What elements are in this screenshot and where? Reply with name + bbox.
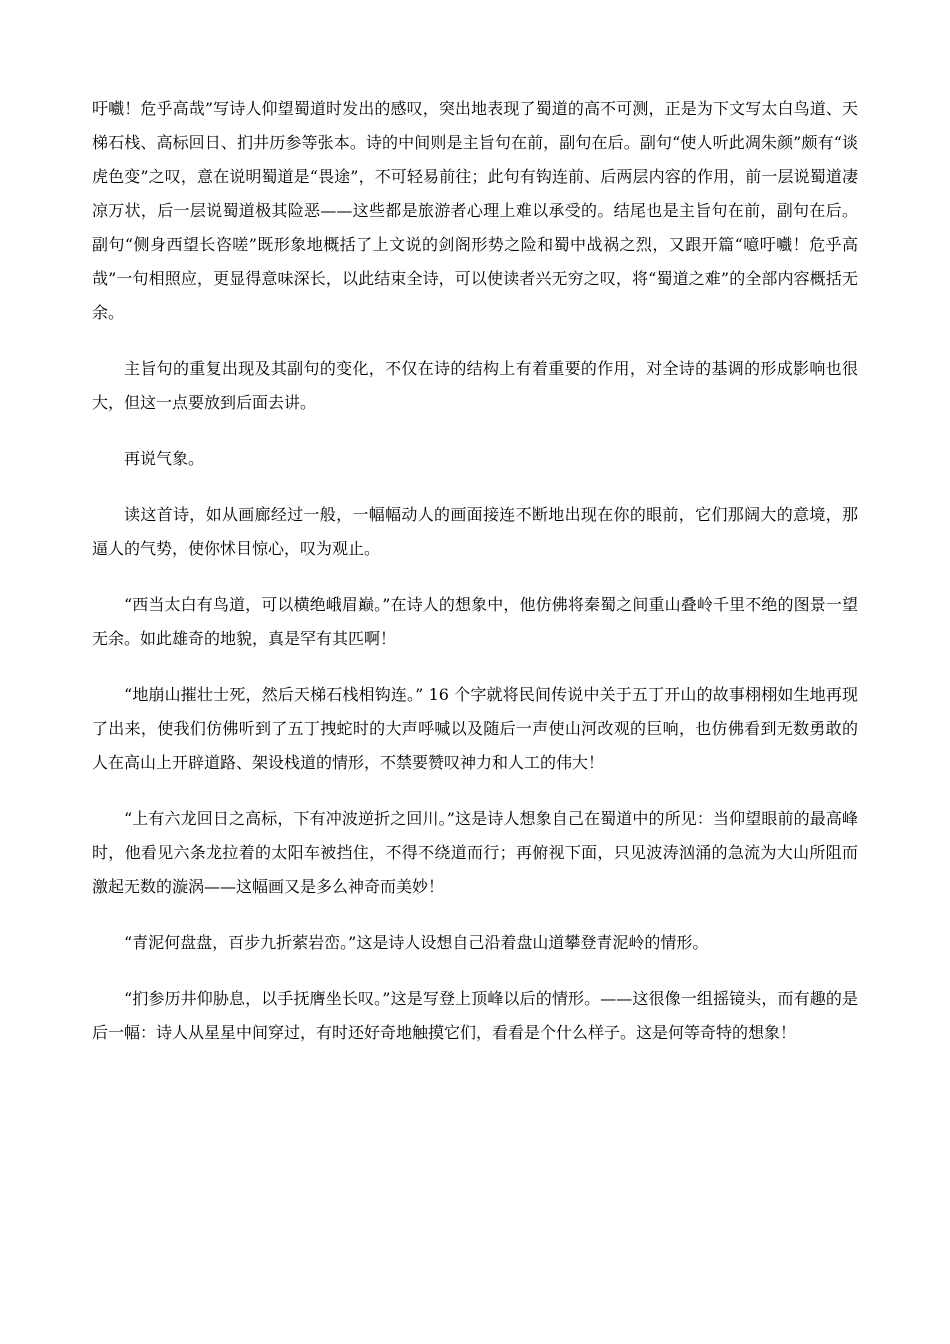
paragraph-structure-summary: 主旨句的重复出现及其副句的变化，不仅在诗的结构上有着重要的作用，对全诗的基调的形成影响也很大，但这一点要放到后面去讲。 — [92, 359, 858, 412]
paragraph-bird-road: “西当太白有鸟道，可以横绝峨眉巅。”在诗人的想象中，他仿佛将秦蜀之间重山叠岭千里不绝的图景一望无余。如此雄奇的地貌，真是罕有其匹啊！ — [92, 595, 858, 648]
paragraph-gallery-metaphor: 读这首诗，如从画廊经过一般，一幅幅动人的画面接连不断地出现在你的眼前，它们那阔大的意境，那逼人的气势，使你怵目惊心，叹为观止。 — [92, 505, 858, 558]
paragraph-section-intro: 再说气象。 — [124, 449, 205, 468]
paragraph-stars: “扪参历井仰胁息，以手抚膺坐长叹。”这是写登上顶峰以后的情形。——这很像一组摇镜头，而有趣的是后一幅：诗人从星星中间穿过，有时还好奇地触摸它们，看看是个什么样子。这是何等奇特的想象！ — [92, 989, 858, 1042]
paragraph-five-strongmen: “地崩山摧壮士死，然后天梯石栈相钩连。” 16 个字就将民间传说中关于五丁开山的故事栩栩如生地再现了出来，使我们仿佛听到了五丁拽蛇时的大声呼喊以及随后一声使山河改观的巨响，也仿佛看到无数勇敢的人在高山上开辟道路、架设栈道的情形，不禁要赞叹神力和人工的伟大！ — [92, 685, 858, 772]
paragraph-continuation: 吁嚱！危乎高哉”写诗人仰望蜀道时发出的感叹，突出地表现了蜀道的高不可测，正是为下文写太白鸟道、天梯石栈、高标回日、扪井历参等张本。诗的中间则是主旨句在前，副句在后。副句“使人听此凋朱颜”颇有“谈虎色变”之叹，意在说明蜀道是“畏途”，不可轻易前往；此句有钩连前、后两层内容的作用，前一层说蜀道凄凉万状，后一层说蜀道极其险恶——这些都是旅游者心理上难以承受的。结尾也是主旨句在前，副句在后。副句“侧身西望长咨嗟”既形象地概括了上文说的剑阁形势之险和蜀中战祸之烈，又跟开篇“噫吁嚱！危乎高哉”一句相照应，更显得意味深长，以此结束全诗，可以使读者兴无穷之叹，将“蜀道之难”的全部内容概括无余。 — [92, 99, 858, 322]
paragraph-qingni-ridge: “青泥何盘盘，百步九折萦岩峦。”这是诗人设想自己沿着盘山道攀登青泥岭的情形。 — [124, 933, 709, 952]
document-body — [92, 92, 858, 1072]
paragraph-six-dragons: “上有六龙回日之高标，下有冲波逆折之回川。”这是诗人想象自己在蜀道中的所见：当仰望眼前的最高峰时，他看见六条龙拉着的太阳车被挡住，不得不绕道而行；再俯视下面，只见波涛汹涌的急流为大山所阻而激起无数的漩涡——这幅画又是多么神奇而美妙！ — [92, 809, 858, 896]
